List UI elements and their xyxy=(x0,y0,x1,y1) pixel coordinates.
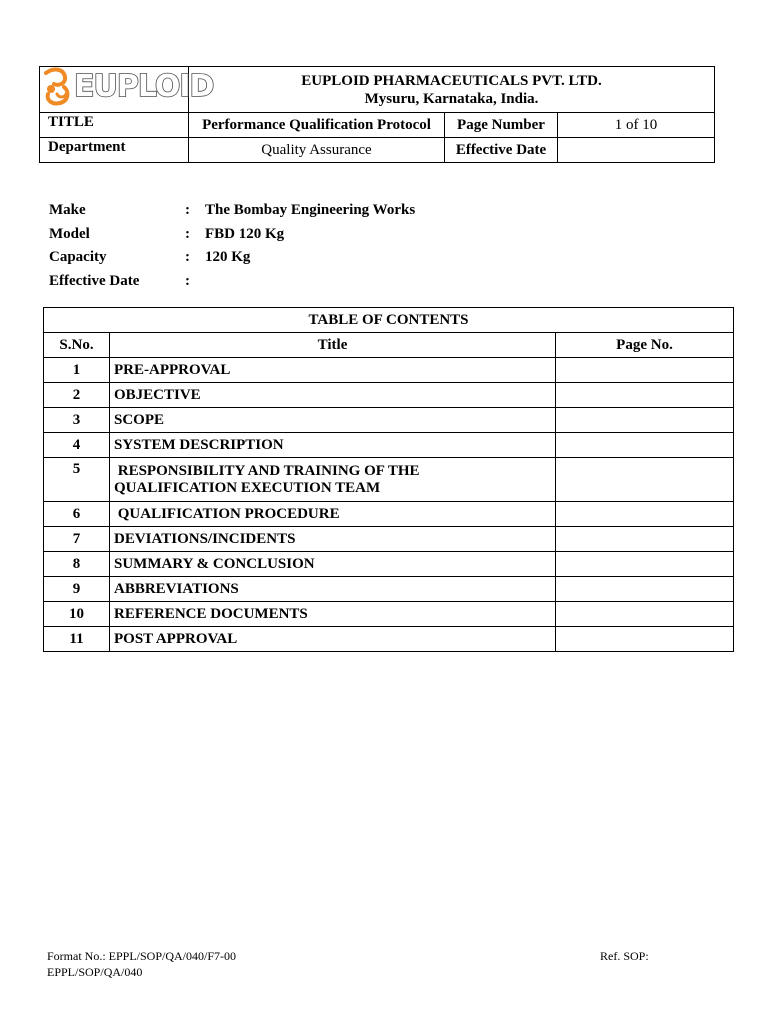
toc-title: POST APPROVAL xyxy=(110,627,556,652)
toc-page xyxy=(556,383,734,408)
make-value: The Bombay Engineering Works xyxy=(205,202,416,219)
toc-sno: 5 xyxy=(44,458,110,502)
toc-title: DEVIATIONS/INCIDENTS xyxy=(110,527,556,552)
document-header xyxy=(39,66,715,163)
toc-sno: 8 xyxy=(44,552,110,577)
toc-title: RESPONSIBILITY AND TRAINING OF THE QUALIFICATION EXECUTION TEAM xyxy=(110,458,556,502)
department-label: Department xyxy=(40,138,189,163)
toc-sno: 4 xyxy=(44,433,110,458)
table-row xyxy=(44,433,734,458)
format-number: Format No.: EPPL/SOP/QA/040/F7-00 xyxy=(47,949,237,963)
toc-title: SCOPE xyxy=(110,408,556,433)
model-colon: : xyxy=(185,225,190,242)
table-row xyxy=(44,358,734,383)
toc-sno: 3 xyxy=(44,408,110,433)
toc-page xyxy=(556,433,734,458)
table-row xyxy=(44,383,734,408)
effective-date-label: Effective Date xyxy=(445,138,558,163)
table-row xyxy=(44,408,734,433)
make-label: Make xyxy=(49,202,86,219)
toc-page xyxy=(556,458,734,502)
company-name: EUPLOID PHARMACEUTICALS PVT. LTD. xyxy=(301,72,602,89)
toc-title: QUALIFICATION PROCEDURE xyxy=(110,502,556,527)
equipment-row-model xyxy=(49,223,415,247)
logo-mark-icon xyxy=(40,67,76,107)
toc-sno: 11 xyxy=(44,627,110,652)
toc-page xyxy=(556,358,734,383)
equipment-details xyxy=(49,199,415,293)
title-label: TITLE xyxy=(40,113,189,138)
toc-page xyxy=(556,408,734,433)
equipment-row-make xyxy=(49,199,415,223)
table-row xyxy=(44,602,734,627)
company-cell xyxy=(189,67,715,113)
toc-page xyxy=(556,527,734,552)
table-row xyxy=(44,577,734,602)
info-effective-date-colon: : xyxy=(185,272,190,289)
toc-title: PRE-APPROVAL xyxy=(110,358,556,383)
toc-sno: 2 xyxy=(44,383,110,408)
toc-page xyxy=(556,627,734,652)
toc-col-page: Page No. xyxy=(556,333,734,358)
equipment-row-capacity xyxy=(49,246,415,270)
logo-cell xyxy=(40,67,214,113)
toc-title: ABBREVIATIONS xyxy=(110,577,556,602)
toc-title: OBJECTIVE xyxy=(110,383,556,408)
toc-sno: 9 xyxy=(44,577,110,602)
table-row xyxy=(44,627,734,652)
format-number-continued: EPPL/SOP/QA/040 xyxy=(47,965,143,979)
toc-heading: TABLE OF CONTENTS xyxy=(44,308,734,333)
page-number-value: 1 of 10 xyxy=(558,113,715,138)
equipment-row-effective-date xyxy=(49,270,415,294)
toc-page xyxy=(556,502,734,527)
toc-title: REFERENCE DOCUMENTS xyxy=(110,602,556,627)
capacity-value: 120 Kg xyxy=(205,249,251,266)
toc-title: SUMMARY & CONCLUSION xyxy=(110,552,556,577)
table-row xyxy=(44,458,734,502)
table-row xyxy=(44,527,734,552)
department-value: Quality Assurance xyxy=(189,138,445,163)
reference-sop: Ref. SOP: xyxy=(600,949,649,963)
title-value: Performance Qualification Protocol xyxy=(189,113,445,138)
table-row xyxy=(44,552,734,577)
company-logo xyxy=(40,67,213,107)
capacity-colon: : xyxy=(185,249,190,266)
toc-sno: 10 xyxy=(44,602,110,627)
toc-sno: 6 xyxy=(44,502,110,527)
toc-page xyxy=(556,577,734,602)
table-of-contents xyxy=(43,307,734,652)
toc-sno: 7 xyxy=(44,527,110,552)
page-number-label: Page Number xyxy=(445,113,558,138)
model-value: FBD 120 Kg xyxy=(205,225,285,242)
logo-wordmark: EUPLOID xyxy=(74,69,214,104)
effective-date-value xyxy=(558,138,715,163)
toc-col-title: Title xyxy=(110,333,556,358)
table-row xyxy=(44,502,734,527)
toc-col-sno: S.No. xyxy=(44,333,110,358)
toc-sno: 1 xyxy=(44,358,110,383)
capacity-label: Capacity xyxy=(49,249,107,266)
toc-title: SYSTEM DESCRIPTION xyxy=(110,433,556,458)
toc-page xyxy=(556,552,734,577)
toc-page xyxy=(556,602,734,627)
make-colon: : xyxy=(185,202,190,219)
page-footer xyxy=(47,948,657,980)
model-label: Model xyxy=(49,225,90,242)
company-location: Mysuru, Karnataka, India. xyxy=(364,90,539,107)
info-effective-date-label: Effective Date xyxy=(49,272,140,289)
